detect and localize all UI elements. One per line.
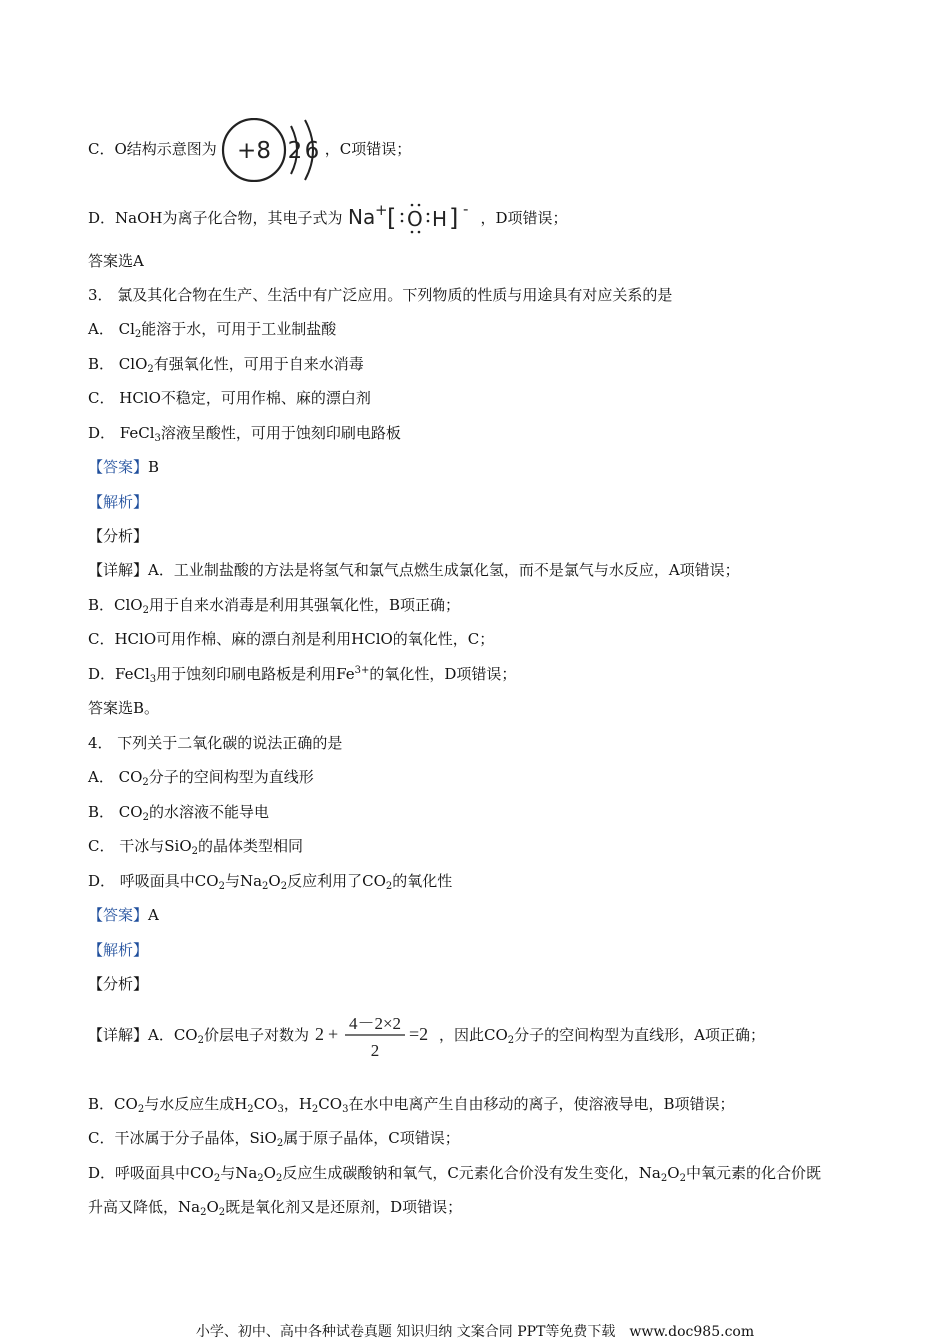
subscript: 3 xyxy=(342,1104,349,1115)
text: 用于自来水消毒是利用其强氧化性，B项正确； xyxy=(148,596,461,614)
question-4-answer xyxy=(88,905,159,925)
text: 与Na xyxy=(224,872,263,890)
subscript: 2 xyxy=(218,1207,226,1218)
text: 与Na xyxy=(220,1164,258,1182)
text: D．FeCl xyxy=(88,665,150,683)
question-4-option-c xyxy=(88,836,303,856)
fraction-denominator: 2 xyxy=(370,1041,380,1060)
question-3-detail-d xyxy=(88,664,516,684)
text: ，C项错误； xyxy=(324,140,412,158)
na-cation: Na xyxy=(348,205,376,229)
question-3-option-d xyxy=(88,423,401,443)
text: 升高又降低，Na xyxy=(88,1198,201,1216)
text: O xyxy=(206,1198,219,1216)
text: O xyxy=(268,872,281,890)
text: 【详解】A．CO xyxy=(88,1026,198,1044)
oxygen-atom-structure-diagram xyxy=(221,118,321,182)
page-footer xyxy=(0,1322,950,1342)
text: B． ClO xyxy=(88,355,148,373)
option-c-previous xyxy=(88,118,411,182)
text: CO xyxy=(253,1095,278,1113)
text: 用于蚀刻印刷电路板是利用Fe xyxy=(156,665,355,683)
subscript: 2 xyxy=(134,329,142,340)
answer-previous: 答案选A xyxy=(88,252,144,270)
text: 有强氧化性，可用于自来水消毒 xyxy=(153,355,364,373)
subscript: 2 xyxy=(218,881,225,892)
text: 的水溶液不能导电 xyxy=(148,803,269,821)
text: ，H xyxy=(283,1095,312,1113)
subscript: 2 xyxy=(257,1173,264,1184)
answer-value: B xyxy=(148,458,160,476)
text: 的氧化性 xyxy=(392,872,453,890)
footer-text: 小学、初中、高中各种试卷真题 知识归纳 文案合同 PPT等免费下载 xyxy=(195,1324,616,1340)
bracket-open: [ xyxy=(387,204,397,232)
electron-dot xyxy=(427,213,430,216)
text: D． 呼吸面具中CO xyxy=(88,872,219,890)
answer-tag: 【答案】 xyxy=(88,906,149,924)
answer-value: A xyxy=(148,906,159,924)
text: 的晶体类型相同 xyxy=(198,837,304,855)
text: ，因此CO xyxy=(439,1026,508,1044)
text: 能溶于水，可用于工业制盐酸 xyxy=(141,320,337,338)
text: 溶液呈酸性，可用于蚀刻印刷电路板 xyxy=(160,424,401,442)
text: 既是氧化剂又是还原剂，D项错误； xyxy=(225,1198,463,1216)
question-4-detail-b xyxy=(88,1094,734,1114)
question-4-option-d xyxy=(88,871,452,891)
option-d-previous xyxy=(88,202,568,236)
text: C． 干冰与SiO xyxy=(88,837,192,855)
text: 与水反应生成H xyxy=(144,1095,248,1113)
text: 分子的空间构型为直线形 xyxy=(148,768,314,786)
text: B．CO xyxy=(88,1095,138,1113)
subscript: 2 xyxy=(142,605,149,616)
text: C．干冰属于分子晶体，SiO xyxy=(88,1129,277,1147)
text: 的氧化性，D项错误； xyxy=(369,665,517,683)
question-3-option-a xyxy=(88,319,336,339)
shell-2-electrons: 6 xyxy=(304,138,320,164)
electron-dot xyxy=(418,231,421,234)
fraction-lead: 2 xyxy=(315,1024,324,1044)
question-3-option-b xyxy=(88,354,364,374)
text: D．呼吸面具中CO xyxy=(88,1164,214,1182)
question-4: 4． 下列关于二氧化碳的说法正确的是 xyxy=(88,734,343,752)
subscript: 2 xyxy=(191,846,198,857)
subscript: 2 xyxy=(142,777,149,788)
question-4-detail-d xyxy=(88,1163,821,1183)
answer-tag: 【答案】 xyxy=(88,458,149,476)
electron-dot xyxy=(401,213,404,216)
subscript: 2 xyxy=(197,1035,204,1046)
subscript: 2 xyxy=(262,881,269,892)
question-3-analysis-heading: 【解析】 xyxy=(88,493,149,511)
text: 分子的空间构型为直线形，A项正确； xyxy=(514,1026,765,1044)
text: CO xyxy=(318,1095,343,1113)
fraction-plus: + xyxy=(328,1024,339,1044)
nucleus-charge: +8 xyxy=(236,138,271,164)
text: 中氧元素的化合价既 xyxy=(685,1164,821,1182)
electron-dot xyxy=(427,220,430,223)
bracket-close: ] xyxy=(449,204,459,232)
subscript: 2 xyxy=(276,1138,284,1149)
electron-dot xyxy=(411,204,414,207)
na-charge: + xyxy=(375,202,389,219)
subscript: 2 xyxy=(213,1173,221,1184)
electron-dot xyxy=(418,204,421,207)
subscript: 2 xyxy=(142,812,149,823)
anion-charge: - xyxy=(463,202,469,218)
question-4-option-b xyxy=(88,802,269,822)
subscript: 2 xyxy=(247,1104,254,1115)
shell-1-electrons: 2 xyxy=(287,138,303,164)
question-4-option-a xyxy=(88,767,314,787)
question-3-answer xyxy=(88,457,159,477)
fraction-result: =2 xyxy=(409,1024,429,1044)
question-3-detail-a: 【详解】A．工业制盐酸的方法是将氢气和氯气点燃生成氯化氢，而不是氯气与水反应，A项错误； xyxy=(88,561,740,579)
text: 在水中电离产生自由移动的离子，使溶液导电，B项错误； xyxy=(348,1095,735,1113)
subscript: 3 xyxy=(149,674,157,685)
question-4-detail-c xyxy=(88,1128,460,1148)
superscript: 3+ xyxy=(354,665,370,676)
text: 反应利用了CO xyxy=(287,872,386,890)
text: A． Cl xyxy=(88,320,135,338)
question-3-detail-c: C．HClO可用作棉、麻的漂白剂是利用HClO的氧化性，C； xyxy=(88,630,495,648)
naoh-electron-formula xyxy=(346,202,476,236)
text: O xyxy=(263,1164,276,1182)
question-4-analysis-heading: 【解析】 xyxy=(88,941,149,959)
text: 价层电子对数为 xyxy=(203,1026,309,1044)
text: A． CO xyxy=(88,768,143,786)
subscript: 2 xyxy=(147,364,154,375)
question-3-fenxi-heading: 【分析】 xyxy=(88,527,149,545)
subscript: 2 xyxy=(137,1104,145,1115)
text: B．ClO xyxy=(88,596,143,614)
subscript: 2 xyxy=(200,1207,207,1218)
text: C．O结构示意图为 xyxy=(88,140,217,158)
question-3-option-c: C． HClO不稳定，可用作棉、麻的漂白剂 xyxy=(88,389,371,407)
electron-dot xyxy=(411,231,414,234)
question-4-detail-a xyxy=(88,1010,765,1062)
subscript: 2 xyxy=(311,1104,319,1115)
subscript: 2 xyxy=(507,1035,515,1046)
question-4-detail-d-continued xyxy=(88,1197,462,1217)
text: 反应生成碳酸钠和氧气，C元素化合价没有发生变化，Na xyxy=(282,1164,661,1182)
oxygen-symbol: O xyxy=(407,207,424,231)
text: O xyxy=(667,1164,680,1182)
question-3-detail-b xyxy=(88,595,460,615)
subscript: 2 xyxy=(280,881,288,892)
question-3: 3． 氯及其化合物在生产、生活中有广泛应用。下列物质的性质与用途具有对应关系的是 xyxy=(88,286,673,304)
subscript: 3 xyxy=(154,433,161,444)
text: ，D项错误； xyxy=(480,209,568,227)
subscript: 3 xyxy=(277,1104,284,1115)
subscript: 2 xyxy=(275,1173,283,1184)
question-4-fenxi-heading: 【分析】 xyxy=(88,975,149,993)
footer-url[interactable]: www.doc985.com xyxy=(629,1324,755,1340)
subscript: 2 xyxy=(385,881,393,892)
valence-pair-fraction-formula xyxy=(311,1010,437,1062)
text: 属于原子晶体，C项错误； xyxy=(283,1129,460,1147)
hydrogen-symbol: H xyxy=(432,207,448,231)
subscript: 2 xyxy=(660,1173,668,1184)
subscript: 2 xyxy=(679,1173,686,1184)
fraction-numerator: 4－2×2 xyxy=(348,1014,402,1033)
question-3-conclusion: 答案选B。 xyxy=(88,699,160,717)
text: D． FeCl xyxy=(88,424,155,442)
electron-dot xyxy=(401,220,404,223)
text: B． CO xyxy=(88,803,143,821)
text: D．NaOH为离子化合物，其电子式为 xyxy=(88,209,343,227)
